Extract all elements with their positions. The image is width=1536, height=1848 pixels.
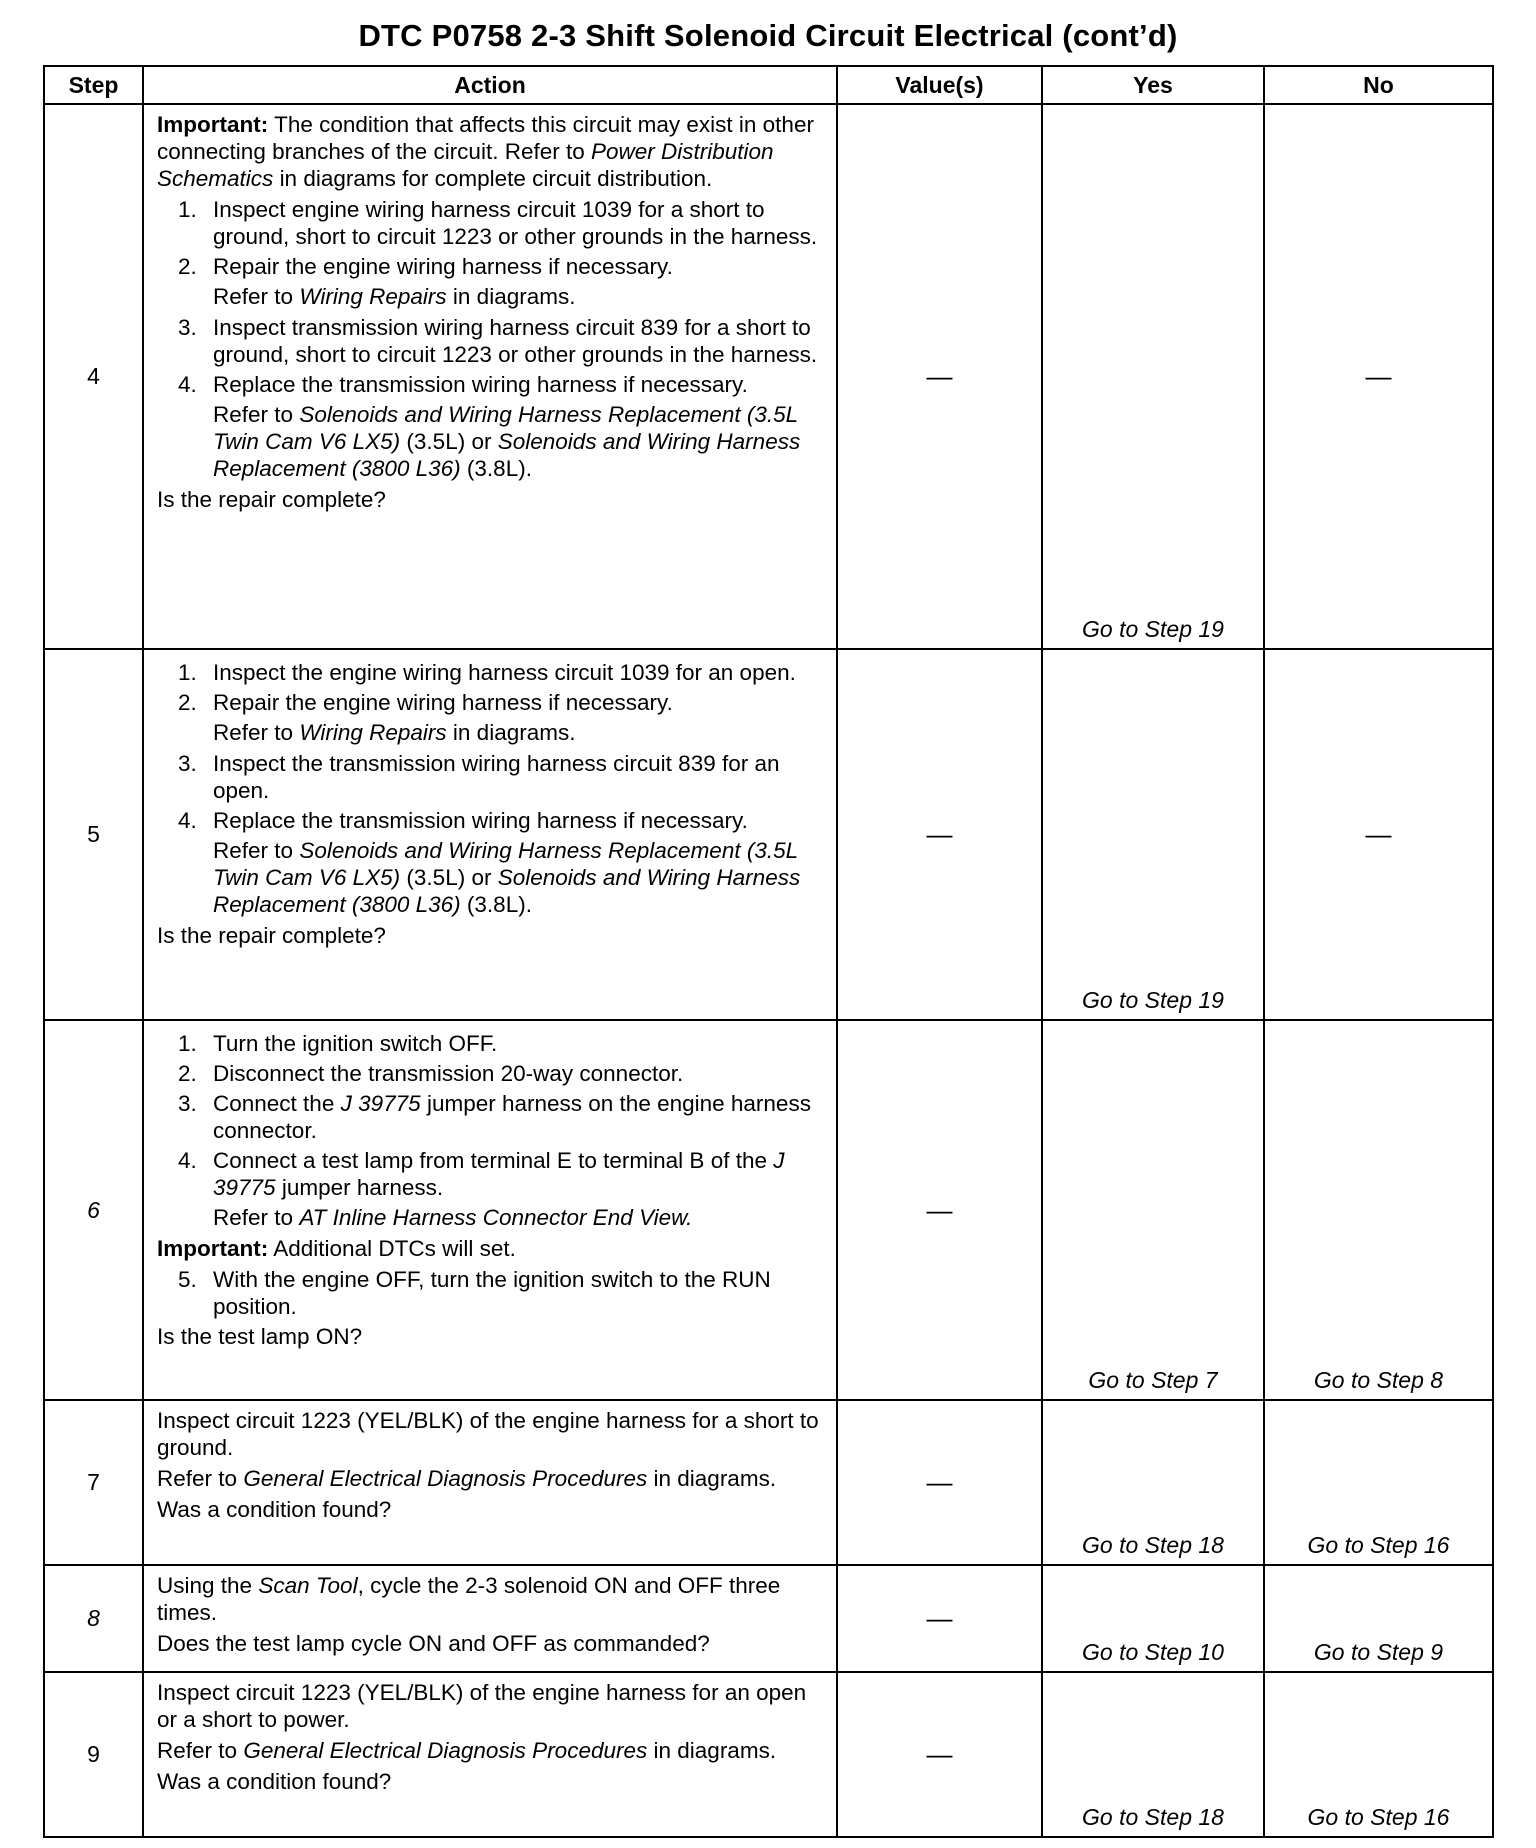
question: Does the test lamp cycle ON and OFF as commanded? (157, 1631, 710, 1656)
step-number: 8 (44, 1565, 143, 1672)
list-item: 1. Turn the ignition switch OFF. (178, 1031, 498, 1056)
no-cell: Go to Step 16 (1264, 1400, 1493, 1565)
action-text: Inspect circuit 1223 (YEL/BLK) of the engine harness for an open or a short to power. (157, 1680, 807, 1732)
no-cell: Go to Step 16 (1264, 1672, 1493, 1837)
action-cell (143, 649, 837, 1020)
question: Is the repair complete? (157, 487, 386, 512)
table-row (44, 1020, 1493, 1400)
reference-note: Refer to Wiring Repairs in diagrams. (213, 284, 576, 309)
list-item: 4. Replace the transmission wiring harness if necessary. (178, 372, 748, 397)
list-item: 3. Inspect the transmission wiring harness circuit 839 for an open. (178, 751, 780, 803)
yes-cell: Go to Step 19 (1042, 649, 1264, 1020)
value-cell: — (837, 1400, 1042, 1565)
question: Is the test lamp ON? (157, 1324, 363, 1349)
step-number: 7 (44, 1400, 143, 1565)
header-action: Action (143, 66, 837, 104)
header-values: Value(s) (837, 66, 1042, 104)
reference-note: Refer to Solenoids and Wiring Harness Replacement (3.5L Twin Cam V6 LX5) (3.5L) or Solenoids and Wiring Harness Replacement (3800 L36) (3.8L). (213, 402, 801, 481)
yes-cell: Go to Step 18 (1042, 1400, 1264, 1565)
list-item: 3. Connect the J 39775 jumper harness on the engine harness connector. (178, 1091, 811, 1143)
list-item: 2. Repair the engine wiring harness if necessary. (178, 254, 673, 279)
list-item: 2. Repair the engine wiring harness if necessary. (178, 690, 673, 715)
table-row (44, 1400, 1493, 1565)
no-cell: — (1264, 649, 1493, 1020)
diagnostic-table (43, 65, 1494, 1838)
page-title: DTC P0758 2-3 Shift Solenoid Circuit Electrical (cont’d) (358, 18, 1178, 53)
header-step: Step (44, 66, 143, 104)
step-number: 9 (44, 1672, 143, 1837)
no-cell: Go to Step 9 (1264, 1565, 1493, 1672)
header-no: No (1264, 66, 1493, 104)
table-row (44, 649, 1493, 1020)
question: Was a condition found? (157, 1769, 392, 1794)
step-number: 6 (44, 1020, 143, 1400)
question: Is the repair complete? (157, 923, 386, 948)
step-number: 4 (44, 104, 143, 649)
list-item: 2. Disconnect the transmission 20-way connector. (178, 1061, 684, 1086)
action-cell (143, 1672, 837, 1837)
value-cell: — (837, 649, 1042, 1020)
yes-cell: Go to Step 19 (1042, 104, 1264, 649)
action-text: Inspect circuit 1223 (YEL/BLK) of the engine harness for a short to ground. (157, 1408, 819, 1460)
yes-cell: Go to Step 18 (1042, 1672, 1264, 1837)
list-item: 4. Connect a test lamp from terminal E to terminal B of the J 39775 jumper harness. (178, 1148, 785, 1200)
no-cell: — (1264, 104, 1493, 649)
list-item: 4. Replace the transmission wiring harness if necessary. (178, 808, 748, 833)
action-cell (143, 104, 837, 649)
yes-cell: Go to Step 7 (1042, 1020, 1264, 1400)
action-cell (143, 1400, 837, 1565)
list-item: 5. With the engine OFF, turn the ignition switch to the RUN position. (178, 1267, 771, 1319)
table-header-row (44, 66, 1493, 104)
table-row (44, 1672, 1493, 1837)
important-note: Important: Additional DTCs will set. (157, 1236, 516, 1261)
yes-cell: Go to Step 10 (1042, 1565, 1264, 1672)
action-cell (143, 1020, 837, 1400)
list-item: 1. Inspect the engine wiring harness circuit 1039 for an open. (178, 660, 796, 685)
reference-note: Refer to Wiring Repairs in diagrams. (213, 720, 576, 745)
no-cell: Go to Step 8 (1264, 1020, 1493, 1400)
header-yes: Yes (1042, 66, 1264, 104)
list-item: 3. Inspect transmission wiring harness circuit 839 for a short to ground, short to circuit 1223 or other grounds in the harness. (178, 315, 818, 367)
important-note: Important: The condition that affects this circuit may exist in other connecting branches of the circuit. Refer to Power Distribution Schematics in diagrams for complete circuit distribution. (157, 112, 814, 191)
table-row (44, 104, 1493, 649)
reference-note: Refer to AT Inline Harness Connector End View. (213, 1205, 693, 1230)
reference-note: Refer to General Electrical Diagnosis Procedures in diagrams. (157, 1466, 777, 1491)
value-cell: — (837, 1020, 1042, 1400)
table-row (44, 1565, 1493, 1672)
list-item: 1. Inspect engine wiring harness circuit 1039 for a short to ground, short to circuit 1223 or other grounds in the harness. (178, 197, 818, 249)
value-cell: — (837, 104, 1042, 649)
reference-note: Refer to Solenoids and Wiring Harness Replacement (3.5L Twin Cam V6 LX5) (3.5L) or Solenoids and Wiring Harness Replacement (3800 L36) (3.8L). (213, 838, 801, 917)
action-text: Using the Scan Tool, cycle the 2-3 solenoid ON and OFF three times. (157, 1573, 781, 1625)
question: Was a condition found? (157, 1497, 392, 1522)
action-cell (143, 1565, 837, 1672)
step-number: 5 (44, 649, 143, 1020)
reference-note: Refer to General Electrical Diagnosis Procedures in diagrams. (157, 1738, 777, 1763)
value-cell: — (837, 1672, 1042, 1837)
value-cell: — (837, 1565, 1042, 1672)
